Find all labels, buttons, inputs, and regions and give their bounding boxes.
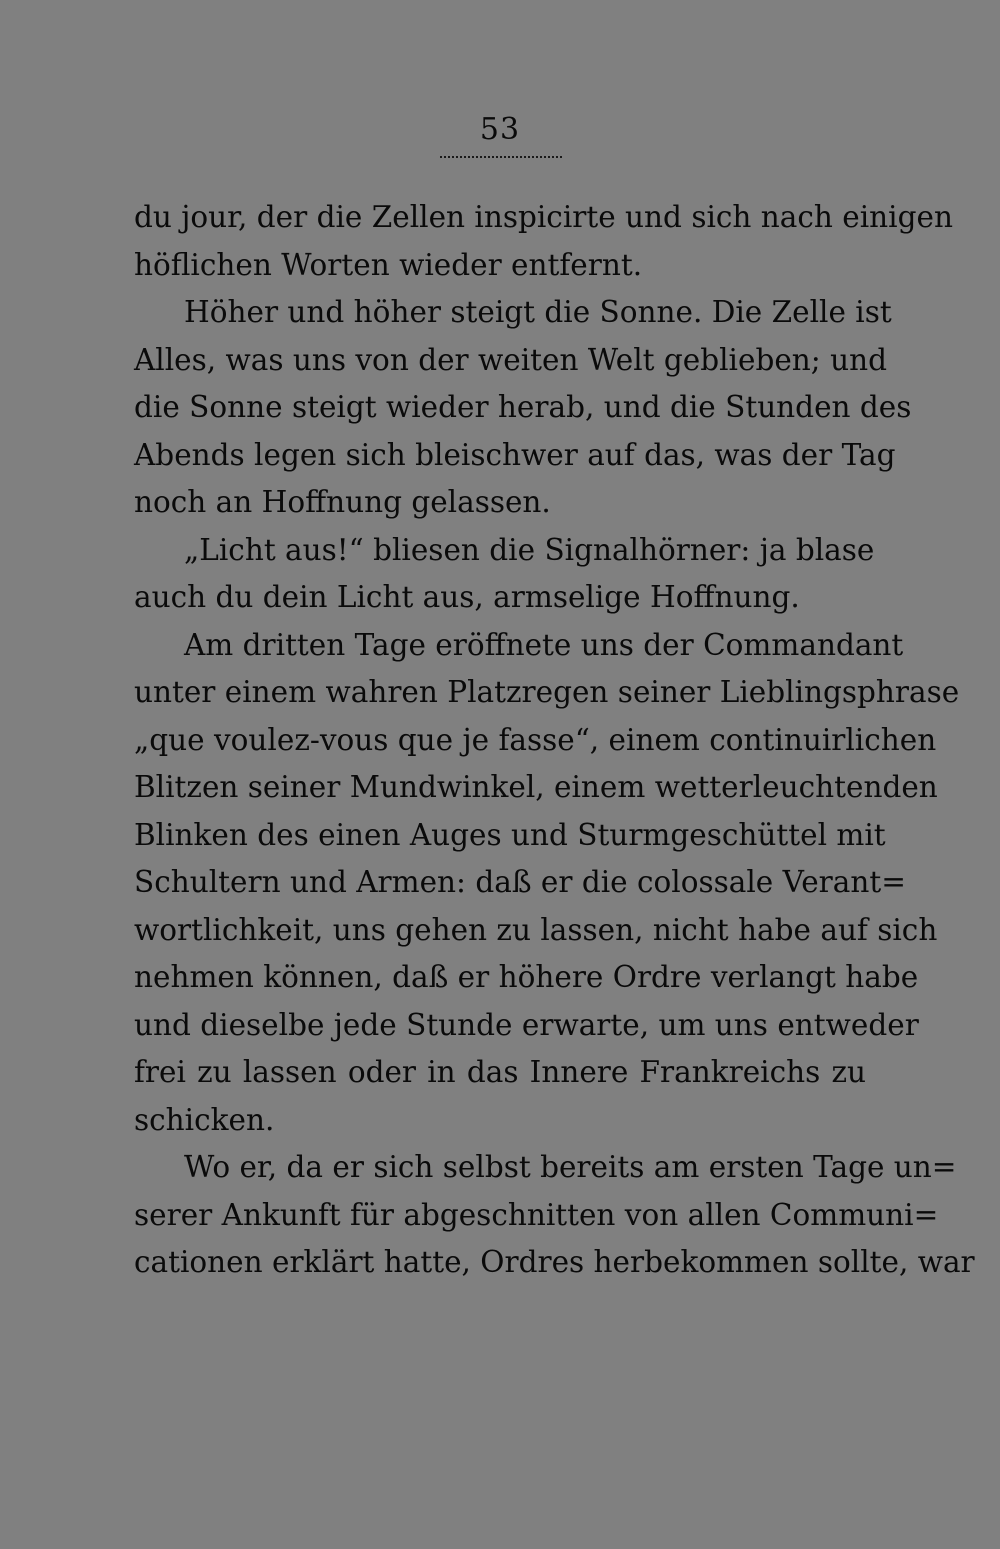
text-line: unter einem wahren Platzregen seiner Lieblingsphrase [134,675,960,709]
text-line: auch du dein Licht aus, armselige Hoffnung. [134,580,800,614]
text-line: Abends legen sich bleischwer auf das, was der Tag [134,437,896,472]
page-number: 53 [479,112,521,147]
text-line: schicken. [134,1102,275,1137]
text-line: Am dritten Tage eröffnete uns der Commandant [184,627,904,662]
text-line: Schultern und Armen: daß er die colossale Verant= [134,865,906,899]
text-line: noch an Hoffnung gelassen. [134,485,551,519]
text-line: wortlichkeit, uns gehen zu lassen, nicht habe auf sich [134,912,938,947]
text-line: „Licht aus!“ bliesen die Signalhörner: ja blase [184,532,875,567]
text-line: „que voulez-vous que je fasse“, einem continuirlichen [134,722,937,757]
text-line: Höher und höher steigt die Sonne. Die Zelle ist [184,295,892,329]
text-line: serer Ankunft für abgeschnitten von allen Communi= [134,1197,939,1232]
text-line: Alles, was uns von der weiten Welt geblieben; und [134,342,887,377]
body-text [134,194,975,1287]
text-line: die Sonne steigt wieder herab, und die Stunden des [134,390,912,424]
text-line: Blinken des einen Auges und Sturmgeschüttel mit [134,817,886,852]
text-line: höflichen Worten wieder entfernt. [134,247,643,282]
text-line: Wo er, da er sich selbst bereits am ersten Tage un= [184,1150,957,1184]
text-line: Blitzen seiner Mundwinkel, einem wetterleuchtenden [134,770,938,804]
text-line: frei zu lassen oder in das Innere Frankreichs zu [134,1055,866,1089]
text-line: und dieselbe jede Stunde erwarte, um uns entweder [134,1007,919,1042]
text-line: cationen erklärt hatte, Ordres herbekommen sollte, war [134,1245,975,1279]
text-line: du jour, der die Zellen inspicirte und sich nach einigen [134,200,953,234]
text-line: nehmen können, daß er höhere Ordre verlangt habe [134,960,919,994]
page-number-rule [440,156,562,158]
